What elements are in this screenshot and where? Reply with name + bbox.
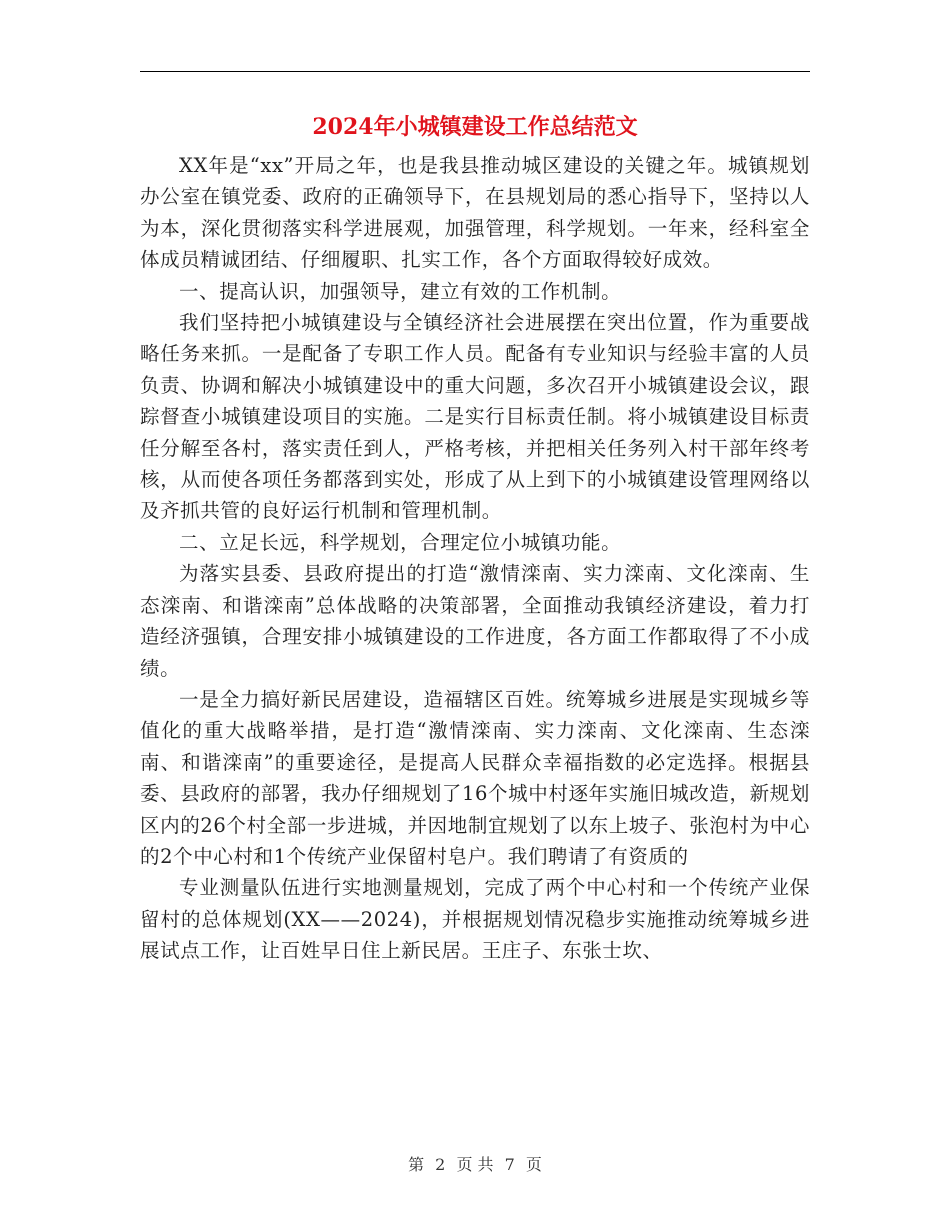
page-footer bbox=[0, 1154, 950, 1176]
paragraph-survey-team: 专业测量队伍进行实地测量规划，完成了两个中心村和一个传统产业保留村的总体规划(XX——2024)，并根据规划情况稳步实施推动统筹城乡进展试点工作，让百姓早日住上新民居。王庄子、东张士坎、 bbox=[140, 876, 810, 963]
section-heading-2: 二、立足长远，科学规划，合理定位小城镇功能。 bbox=[179, 530, 622, 554]
section-heading-1: 一、提高认识，加强领导，建立有效的工作机制。 bbox=[179, 279, 622, 303]
paragraph-new-residences: 一是全力搞好新民居建设，造福辖区百姓。统筹城乡进展是实现城乡等值化的重大战略举措，是打造“激情滦南、实力滦南、文化滦南、生态滦南、和谐滦南”的重要途径，是提高人民群众幸福指数的必定选择。根据县委、县政府的部署，我办仔细规划了16个城中村逐年实施旧城改造，新规划区内的26个村全部一步进城，并因地制宜规划了以东上坡子、张泡村为中心的2个中心村和1个传统产业保留村皂户。我们聘请了有资质的 bbox=[140, 687, 810, 868]
footer-total-pages: 7 bbox=[504, 1155, 515, 1174]
header-rule bbox=[140, 71, 810, 72]
document-title: 2024年小城镇建设工作总结范文 bbox=[312, 114, 638, 140]
footer-prefix: 第 bbox=[408, 1155, 425, 1174]
paragraph-intro: XX年是“xx”开局之年，也是我县推动城区建设的关键之年。城镇规划办公室在镇党委、政府的正确领导下，在县规划局的悉心指导下，坚持以人为本，深化贯彻落实科学进展观，加强管理，科学规划。一年来，经科室全体成员精诚团结、仔细履职、扎实工作，各个方面取得较好成效。 bbox=[140, 154, 810, 272]
footer-suffix: 页 bbox=[525, 1155, 542, 1174]
footer-middle: 页 共 bbox=[456, 1155, 494, 1174]
paragraph-section-2: 为落实县委、县政府提出的打造“激情滦南、实力滦南、文化滦南、生态滦南、和谐滦南”总体战略的决策部署，全面推动我镇经济建设，着力打造经济强镇，合理安排小城镇建设的工作进度，各方面工作都取得了不小成绩。 bbox=[140, 562, 810, 680]
footer-current-page: 2 bbox=[435, 1155, 446, 1174]
document-body bbox=[140, 150, 810, 967]
paragraph-section-1: 我们坚持把小城镇建设与全镇经济社会进展摆在突出位置，作为重要战略任务来抓。一是配备了专职工作人员。配备有专业知识与经验丰富的人员负责、协调和解决小城镇建设中的重大问题，多次召开小城镇建设会议，跟踪督查小城镇建设项目的实施。二是实行目标责任制。将小城镇建设目标责任分解至各村，落实责任到人，严格考核，并把相关任务列入村干部年终考核，从而使各项任务都落到实处，形成了从上到下的小城镇建设管理网络以及齐抓共管的良好运行机制和管理机制。 bbox=[140, 311, 810, 523]
